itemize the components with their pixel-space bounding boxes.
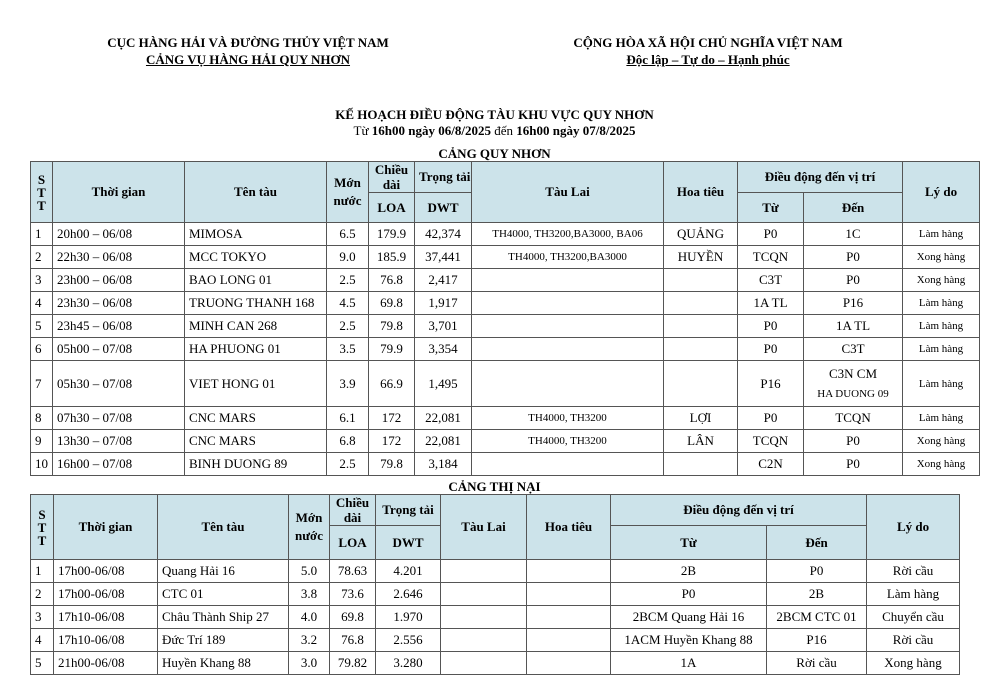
row-length: 179.9: [369, 223, 415, 246]
row-pilot: [664, 269, 738, 292]
col-reason: Lý do: [903, 162, 980, 223]
row-pilot: LÂN: [664, 430, 738, 453]
row-length: 79.82: [330, 652, 376, 675]
row-tug: [472, 338, 664, 361]
port-authority-name: CẢNG VỤ HÀNG HẢI QUY NHƠN: [145, 52, 351, 67]
row-stt: 3: [31, 606, 54, 629]
row-draft: 3.2: [289, 629, 330, 652]
thi-nai-schedule-table: [30, 494, 960, 675]
row-ship-name: CNC MARS: [185, 407, 327, 430]
row-from: P0: [738, 407, 804, 430]
row-tonnage: 3,354: [415, 338, 472, 361]
row-to: P0: [804, 246, 903, 269]
row-pilot: [527, 652, 611, 675]
row-stt: 1: [31, 223, 53, 246]
row-length: 185.9: [369, 246, 415, 269]
row-from: P0: [738, 315, 804, 338]
quy-nhon-schedule-table: [30, 161, 980, 476]
row-pilot: [664, 361, 738, 407]
row-pilot: [527, 629, 611, 652]
row-length: 79.8: [369, 453, 415, 476]
row-stt: 8: [31, 407, 53, 430]
row-reason: Rời cầu: [867, 560, 960, 583]
row-from: P16: [738, 361, 804, 407]
col-length: Chiều dài: [330, 495, 376, 526]
row-reason: Xong hàng: [903, 246, 980, 269]
row-ship-name: MINH CAN 268: [185, 315, 327, 338]
national-header: [508, 34, 908, 68]
row-time: 23h45 – 06/08: [53, 315, 185, 338]
row-length: 172: [369, 430, 415, 453]
col-from: Từ: [611, 526, 767, 560]
row-ship-name: VIET HONG 01: [185, 361, 327, 407]
table-row: [31, 292, 980, 315]
table-row: [31, 246, 980, 269]
national-motto: Độc lập – Tự do – Hạnh phúc: [626, 52, 790, 67]
row-tug: [472, 315, 664, 338]
agency-header: [48, 34, 448, 68]
section-title-quy-nhon: CẢNG QUY NHƠN: [438, 146, 551, 161]
row-tug: [472, 292, 664, 315]
row-draft: 6.1: [327, 407, 369, 430]
row-tonnage: 1.970: [376, 606, 441, 629]
row-time: 05h00 – 07/08: [53, 338, 185, 361]
row-from: C2N: [738, 453, 804, 476]
thi-nai-table-header: [31, 495, 960, 560]
col-tug: Tàu Lai: [441, 495, 527, 560]
row-ship-name: CTC 01: [158, 583, 289, 606]
col-time: Thời gian: [53, 162, 185, 223]
col-tonnage: Trọng tải: [376, 495, 441, 526]
row-reason: Xong hàng: [903, 453, 980, 476]
row-draft: 3.9: [327, 361, 369, 407]
row-tonnage: 4.201: [376, 560, 441, 583]
row-tonnage: 22,081: [415, 430, 472, 453]
row-pilot: HUYỀN: [664, 246, 738, 269]
col-pilot: Hoa tiêu: [527, 495, 611, 560]
row-to: [804, 361, 903, 407]
row-ship-name: CNC MARS: [185, 430, 327, 453]
col-tonnage-unit: DWT: [376, 526, 441, 560]
col-move-to-position: Điều động đến vị trí: [738, 162, 903, 193]
row-from: 1A: [611, 652, 767, 675]
row-pilot: [664, 453, 738, 476]
row-draft: 5.0: [289, 560, 330, 583]
national-title: CỘNG HÒA XÃ HỘI CHỦ NGHĨA VIỆT NAM: [573, 35, 843, 50]
row-draft: 2.5: [327, 453, 369, 476]
col-ship-name: Tên tàu: [158, 495, 289, 560]
row-reason: Làm hàng: [903, 223, 980, 246]
row-to: C3T: [804, 338, 903, 361]
section-title-thi-nai: CẢNG THỊ NẠI: [448, 479, 541, 494]
row-from: 1A TL: [738, 292, 804, 315]
row-tonnage: 3,184: [415, 453, 472, 476]
row-draft: 4.0: [289, 606, 330, 629]
row-tug: TH4000, TH3200,BA3000: [472, 246, 664, 269]
row-length: 79.9: [369, 338, 415, 361]
row-to: P0: [767, 560, 867, 583]
table-row: [31, 583, 960, 606]
row-tug: [441, 629, 527, 652]
row-reason: Làm hàng: [903, 338, 980, 361]
row-time: 17h10-06/08: [54, 606, 158, 629]
row-tug: TH4000, TH3200,BA3000, BA06: [472, 223, 664, 246]
row-length: 79.8: [369, 315, 415, 338]
row-ship-name: Đức Trí 189: [158, 629, 289, 652]
row-tonnage: 2.646: [376, 583, 441, 606]
row-time: 17h10-06/08: [54, 629, 158, 652]
row-draft: 2.5: [327, 269, 369, 292]
row-ship-name: TRUONG THANH 168: [185, 292, 327, 315]
row-tonnage: 2,417: [415, 269, 472, 292]
row-reason: Xong hàng: [903, 269, 980, 292]
row-to: 1C: [804, 223, 903, 246]
table-row: [31, 453, 980, 476]
row-tug: TH4000, TH3200: [472, 430, 664, 453]
row-to: 1A TL: [804, 315, 903, 338]
row-time: 13h30 – 07/08: [53, 430, 185, 453]
row-time: 05h30 – 07/08: [53, 361, 185, 407]
table-row: [31, 652, 960, 675]
row-tonnage: 22,081: [415, 407, 472, 430]
row-stt: 5: [31, 652, 54, 675]
row-time: 23h30 – 06/08: [53, 292, 185, 315]
row-time: 07h30 – 07/08: [53, 407, 185, 430]
col-to: Đến: [767, 526, 867, 560]
col-stt: S T T: [31, 162, 53, 223]
row-ship-name: BAO LONG 01: [185, 269, 327, 292]
row-tug: [472, 453, 664, 476]
row-pilot: [527, 606, 611, 629]
row-to: 2BCM CTC 01: [767, 606, 867, 629]
row-length: 66.9: [369, 361, 415, 407]
col-stt: S T T: [31, 495, 54, 560]
row-stt: 1: [31, 560, 54, 583]
row-pilot: [527, 583, 611, 606]
row-draft: 3.8: [289, 583, 330, 606]
row-tonnage: 3.280: [376, 652, 441, 675]
col-draft: Mớn nước: [289, 495, 330, 560]
col-tonnage: Trọng tải: [415, 162, 472, 193]
table-row: [31, 430, 980, 453]
row-ship-name: Huyền Khang 88: [158, 652, 289, 675]
table-row: [31, 223, 980, 246]
row-length: 69.8: [369, 292, 415, 315]
row-length: 172: [369, 407, 415, 430]
row-from: 1ACM Huyền Khang 88: [611, 629, 767, 652]
row-tug: [472, 361, 664, 407]
col-time: Thời gian: [54, 495, 158, 560]
table-row: [31, 361, 980, 407]
row-from: 2B: [611, 560, 767, 583]
quy-nhon-table-header: [31, 162, 980, 223]
row-tonnage: 42,374: [415, 223, 472, 246]
row-tonnage: 3,701: [415, 315, 472, 338]
row-to: P16: [804, 292, 903, 315]
row-tonnage: 2.556: [376, 629, 441, 652]
row-ship-name: Châu Thành Ship 27: [158, 606, 289, 629]
quy-nhon-table-body: [31, 223, 980, 476]
period-to-label: đến: [490, 123, 517, 138]
row-from: TCQN: [738, 246, 804, 269]
row-length: 78.63: [330, 560, 376, 583]
col-pilot: Hoa tiêu: [664, 162, 738, 223]
row-tug: [441, 583, 527, 606]
row-tonnage: 37,441: [415, 246, 472, 269]
period-from-label: Từ: [353, 123, 372, 138]
row-reason: Rời cầu: [867, 629, 960, 652]
row-to: P0: [804, 430, 903, 453]
col-tug: Tàu Lai: [472, 162, 664, 223]
col-from: Từ: [738, 193, 804, 223]
row-ship-name: Quang Hải 16: [158, 560, 289, 583]
row-to-alongside: HA DUONG 09: [817, 387, 889, 400]
col-length: Chiều dài: [369, 162, 415, 193]
row-draft: 6.5: [327, 223, 369, 246]
row-length: 69.8: [330, 606, 376, 629]
row-pilot: LỢI: [664, 407, 738, 430]
table-row: [31, 560, 960, 583]
row-time: 21h00-06/08: [54, 652, 158, 675]
row-to: Rời cầu: [767, 652, 867, 675]
row-pilot: [664, 292, 738, 315]
row-tonnage: 1,495: [415, 361, 472, 407]
row-to: TCQN: [804, 407, 903, 430]
row-from: TCQN: [738, 430, 804, 453]
row-length: 76.8: [330, 629, 376, 652]
row-draft: 3.0: [289, 652, 330, 675]
row-pilot: QUẢNG: [664, 223, 738, 246]
row-to: P0: [804, 269, 903, 292]
col-move-to-position: Điều động đến vị trí: [611, 495, 867, 526]
row-stt: 9: [31, 430, 53, 453]
row-reason: Làm hàng: [903, 407, 980, 430]
row-to: P0: [804, 453, 903, 476]
row-stt: 2: [31, 583, 54, 606]
row-time: 16h00 – 07/08: [53, 453, 185, 476]
row-reason: Làm hàng: [903, 315, 980, 338]
row-from: 2BCM Quang Hải 16: [611, 606, 767, 629]
row-time: 22h30 – 06/08: [53, 246, 185, 269]
row-from: P0: [611, 583, 767, 606]
row-stt: 6: [31, 338, 53, 361]
row-stt: 4: [31, 292, 53, 315]
table-row: [31, 315, 980, 338]
row-time: 20h00 – 06/08: [53, 223, 185, 246]
col-length-unit: LOA: [330, 526, 376, 560]
table-row: [31, 338, 980, 361]
row-reason: Xong hàng: [867, 652, 960, 675]
row-stt: 4: [31, 629, 54, 652]
row-draft: 2.5: [327, 315, 369, 338]
row-tug: [441, 652, 527, 675]
row-tug: TH4000, TH3200: [472, 407, 664, 430]
row-pilot: [527, 560, 611, 583]
row-time: 23h00 – 06/08: [53, 269, 185, 292]
row-draft: 3.5: [327, 338, 369, 361]
row-tonnage: 1,917: [415, 292, 472, 315]
col-draft: Mớn nước: [327, 162, 369, 223]
row-tug: [441, 606, 527, 629]
row-reason: Làm hàng: [903, 361, 980, 407]
row-reason: Làm hàng: [867, 583, 960, 606]
row-tug: [472, 269, 664, 292]
row-reason: Chuyển cầu: [867, 606, 960, 629]
col-to: Đến: [804, 193, 903, 223]
row-draft: 9.0: [327, 246, 369, 269]
row-stt: 7: [31, 361, 53, 407]
row-pilot: [664, 338, 738, 361]
thi-nai-table-body: [31, 560, 960, 675]
row-from: P0: [738, 223, 804, 246]
table-row: [31, 629, 960, 652]
col-length-unit: LOA: [369, 193, 415, 223]
row-to: 2B: [767, 583, 867, 606]
row-time: 17h00-06/08: [54, 560, 158, 583]
row-stt: 10: [31, 453, 53, 476]
row-length: 73.6: [330, 583, 376, 606]
agency-name: CỤC HÀNG HẢI VÀ ĐƯỜNG THỦY VIỆT NAM: [107, 35, 389, 50]
row-ship-name: MIMOSA: [185, 223, 327, 246]
row-draft: 6.8: [327, 430, 369, 453]
table-row: [31, 269, 980, 292]
row-ship-name: BINH DUONG 89: [185, 453, 327, 476]
row-reason: Xong hàng: [903, 430, 980, 453]
table-row: [31, 407, 980, 430]
row-tug: [441, 560, 527, 583]
row-to-berth: C3N CM: [828, 365, 878, 381]
col-reason: Lý do: [867, 495, 960, 560]
row-from: P0: [738, 338, 804, 361]
row-stt: 5: [31, 315, 53, 338]
table-row: [31, 606, 960, 629]
row-from: C3T: [738, 269, 804, 292]
row-pilot: [664, 315, 738, 338]
col-ship-name: Tên tàu: [185, 162, 327, 223]
period-start: 16h00 ngày 06/8/2025: [371, 123, 491, 138]
row-ship-name: MCC TOKYO: [185, 246, 327, 269]
document-title: KẾ HOẠCH ĐIỀU ĐỘNG TÀU KHU VỰC QUY NHƠN: [335, 107, 654, 122]
row-stt: 3: [31, 269, 53, 292]
document-period: [0, 123, 989, 139]
row-to: P16: [767, 629, 867, 652]
row-ship-name: HA PHUONG 01: [185, 338, 327, 361]
row-draft: 4.5: [327, 292, 369, 315]
col-tonnage-unit: DWT: [415, 193, 472, 223]
row-time: 17h00-06/08: [54, 583, 158, 606]
row-stt: 2: [31, 246, 53, 269]
row-length: 76.8: [369, 269, 415, 292]
period-end: 16h00 ngày 07/8/2025: [516, 123, 636, 138]
row-reason: Làm hàng: [903, 292, 980, 315]
